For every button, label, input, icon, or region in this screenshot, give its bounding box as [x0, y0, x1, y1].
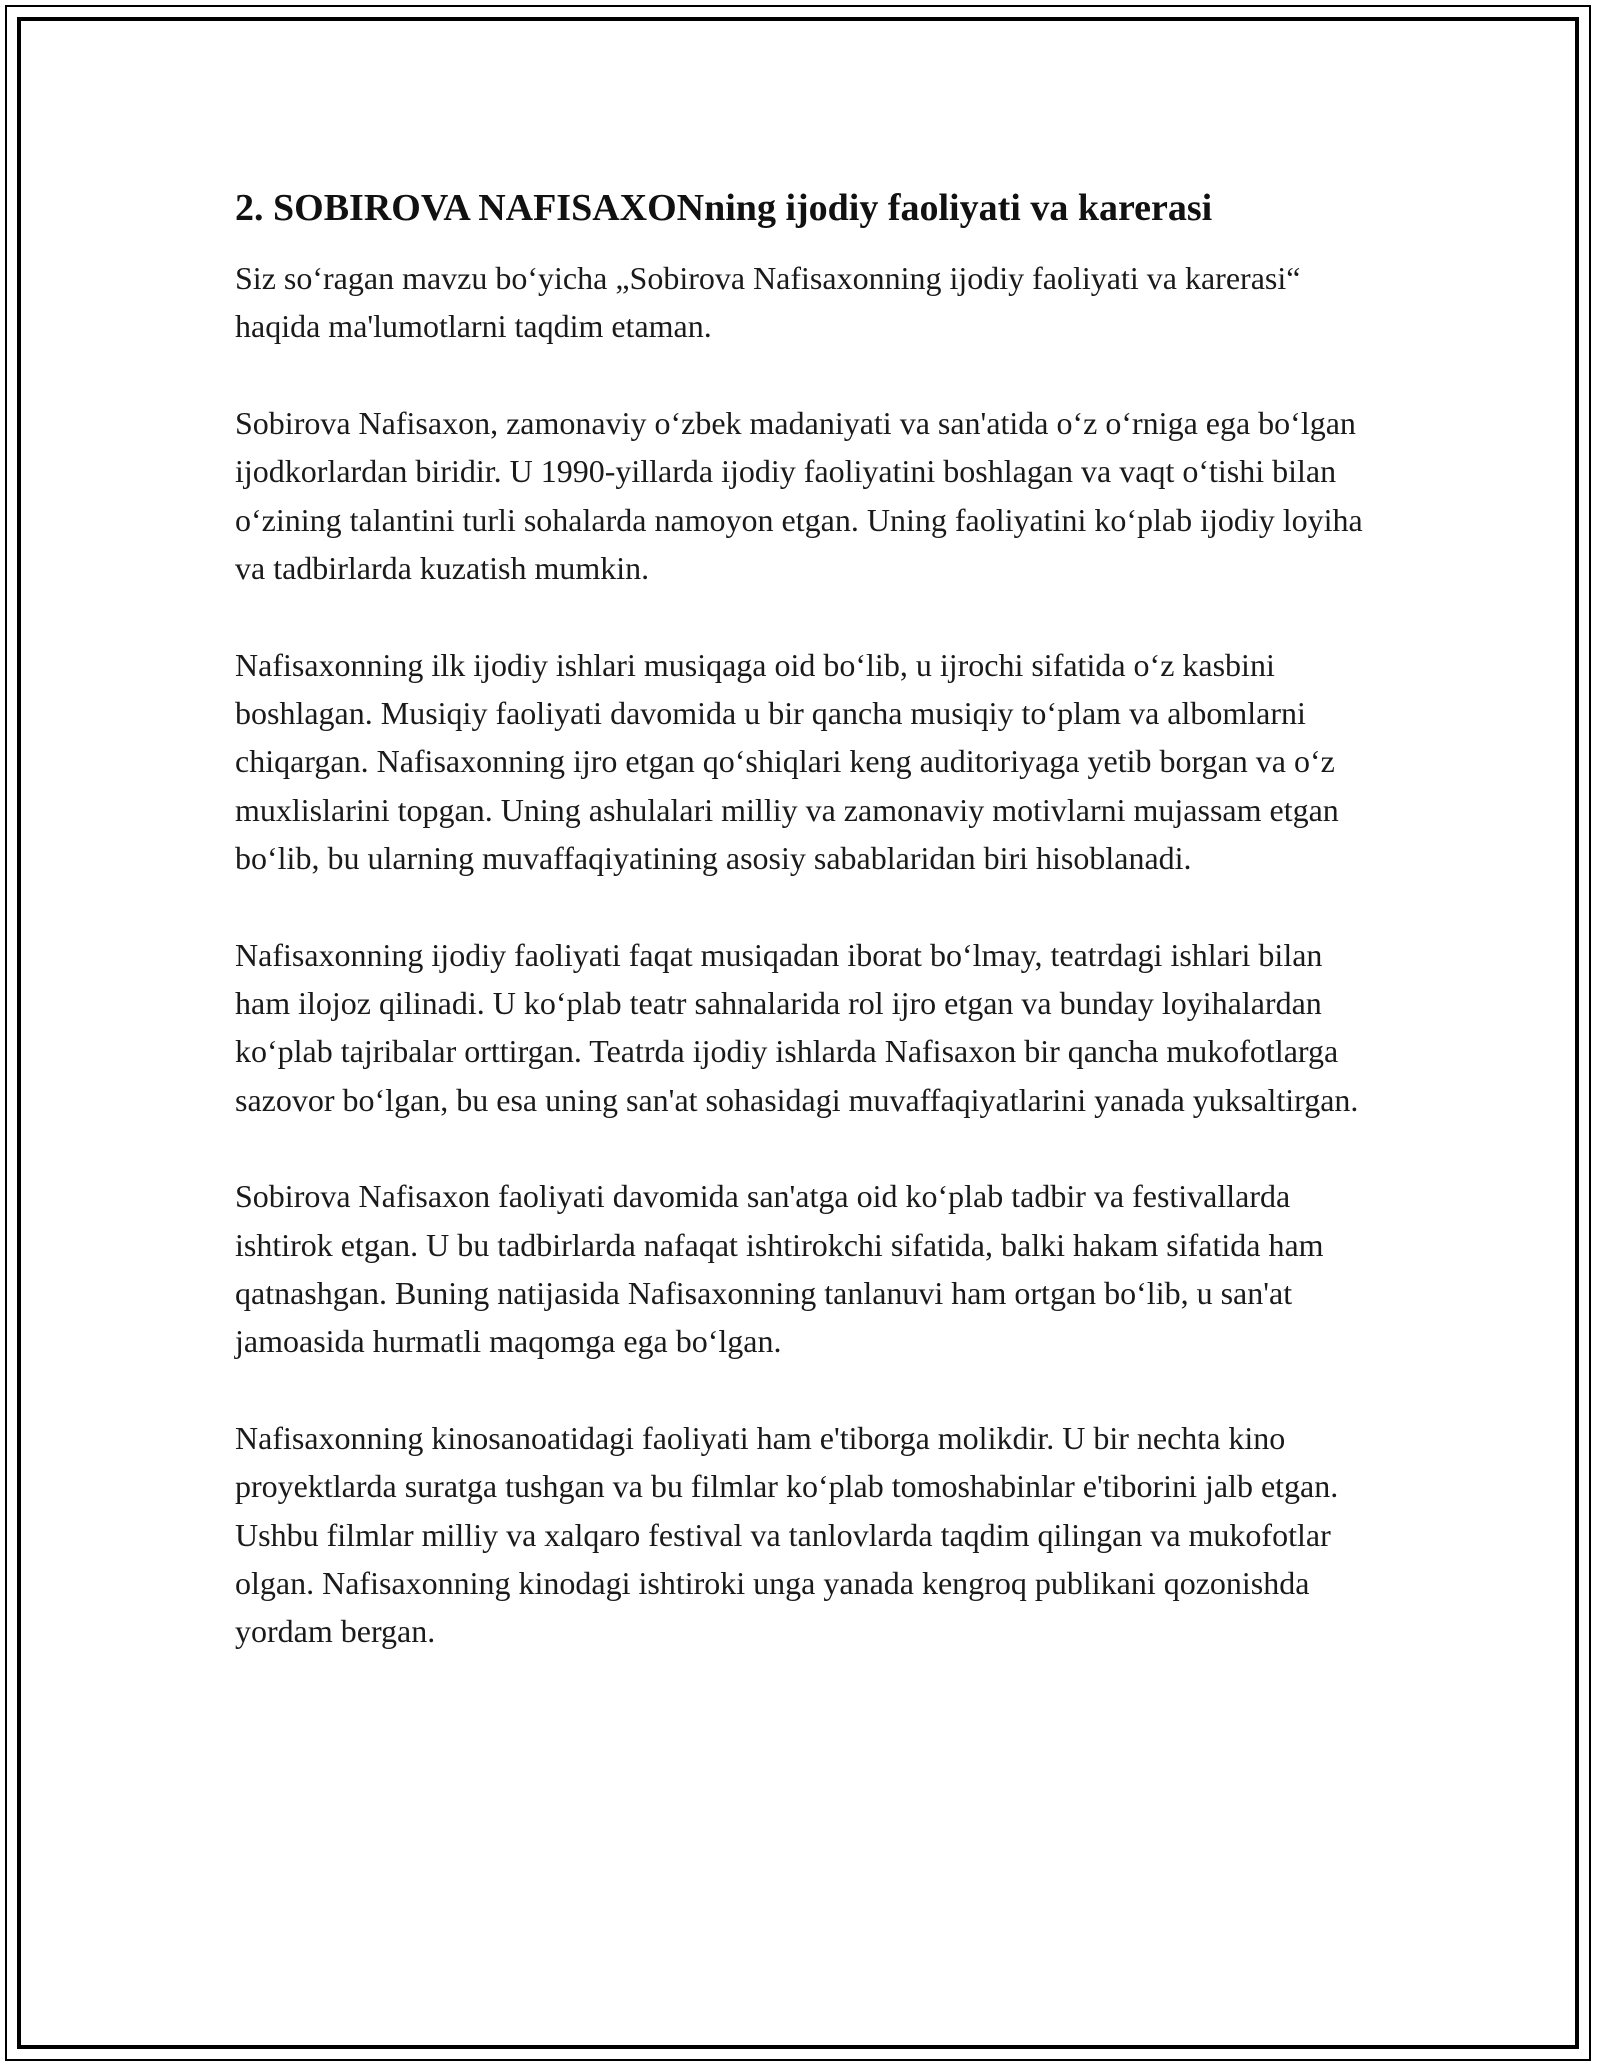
document-title: 2. SOBIROVA NAFISAXONning ijodiy faoliyati va karerasi [235, 187, 1213, 229]
paragraph-theatre: Nafisaxonning ijodiy faoliyati faqat musiqadan iborat bo‘lmay, teatrdagi ishlari bilan ham ilojoz qilinadi. U ko‘plab teatr sahnalarida rol ijro etgan va bunday loyihalardan ko‘plab tajribalar orttirgan. Teatrda ijodiy ishlarda Nafisaxon bir qancha mukofotlarga sazovor bo‘lgan, bu esa uning san'at sohasidagi muvaffaqiyatlarini yanada yuksaltirgan. [235, 936, 1359, 1118]
paragraph-intro: Siz so‘ragan mavzu bo‘yicha „Sobirova Nafisaxonning ijodiy faoliyati va karerasi“ haqida ma'lumotlarni taqdim etaman. [235, 260, 1301, 345]
paragraph-festivals: Sobirova Nafisaxon faoliyati davomida san'atga oid ko‘plab tadbir va festivallarda ishtirok etgan. U bu tadbirlarda nafaqat ishtirokchi sifatida, balki hakam sifatida ham qatnashgan. Buning natijasida Nafisaxonning tanlanuvi ham ortgan bo‘lib, u san'at jamoasida hurmatli maqomga ega bo‘lgan. [235, 1178, 1324, 1360]
paragraph-cinema: Nafisaxonning kinosanoatidagi faoliyati ham e'tiborga molikdir. U bir nechta kino proyektlarda suratga tushgan va bu filmlar ko‘plab tomoshabinlar e'tiborini jalb etgan. Ushbu filmlar milliy va xalqaro festival va tanlovlarda taqdim qilingan va mukofotlar olgan. Nafisaxonning kinodagi ishtiroki unga yanada kengroq publikani qozonishda yordam bergan. [235, 1420, 1339, 1650]
paragraph-music: Nafisaxonning ilk ijodiy ishlari musiqaga oid bo‘lib, u ijrochi sifatida o‘z kasbini boshlagan. Musiqiy faoliyati davomida u bir qancha musiqiy to‘plam va albomlarni chiqargan. Nafisaxonning ijro etgan qo‘shiqlari keng auditoriyaga yetib borgan va o‘z muxlislarini topgan. Uning ashulalari milliy va zamonaviy motivlarni mujassam etgan bo‘lib, bu ularning muvaffaqiyatining asosiy sabablaridan biri hisoblanadi. [235, 646, 1339, 876]
document-body [235, 184, 1370, 1704]
paragraph-overview: Sobirova Nafisaxon, zamonaviy o‘zbek madaniyati va san'atida o‘z o‘rniga ega bo‘lgan ijodkorlardan biridir. U 1990-yillarda ijodiy faoliyatini boshlagan va vaqt o‘tishi bilan o‘zining talantini turli sohalarda namoyon etgan. Uning faoliyatini ko‘plab ijodiy loyiha va tadbirlarda kuzatish mumkin. [235, 405, 1363, 586]
